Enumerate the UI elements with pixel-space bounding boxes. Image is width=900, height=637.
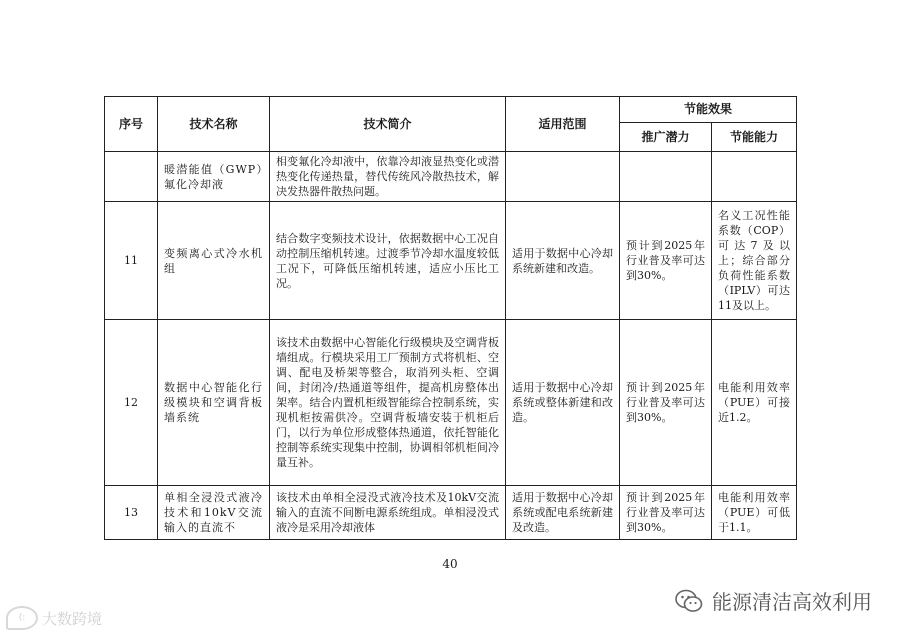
brand-logo-icon: (:: [6, 606, 38, 630]
table-row: [105, 202, 797, 320]
wechat-icon: [674, 588, 704, 614]
watermark-right-text: 能源清洁高效利用: [712, 590, 872, 614]
table-row: [105, 152, 797, 202]
header-effect: 节能效果: [620, 97, 797, 123]
row-index: 13: [105, 486, 158, 540]
technology-table: [104, 96, 797, 540]
row-scope: 适用于数据中心冷却系统新建和改造。: [506, 202, 620, 320]
row-scope: 适用于数据中心冷却系统或整体新建和改造。: [506, 320, 620, 486]
row-index: 12: [105, 320, 158, 486]
row-potential: [620, 152, 712, 202]
row-intro: 该技术由单相全浸没式液冷技术及10kV交流输入的直流不间断电源系统组成。单相浸没式液冷是采用冷却液体: [270, 486, 506, 540]
row-capacity: 电能利用效率（PUE）可接近1.2。: [712, 320, 797, 486]
row-potential: 预计到2025年行业普及率可达到30%。: [620, 202, 712, 320]
row-capacity: 电能利用效率（PUE）可低于1.1。: [712, 486, 797, 540]
header-index: 序号: [105, 97, 158, 152]
header-scope: 适用范围: [506, 97, 620, 152]
page-number: 40: [442, 557, 458, 571]
row-name: 单相全浸没式液冷技术和10kV交流输入的直流不: [158, 486, 270, 540]
watermark-left-text: 大数跨境: [42, 609, 103, 628]
row-name: 变频离心式冷水机组: [158, 202, 270, 320]
row-name: 数据中心智能化行级模块和空调背板墙系统: [158, 320, 270, 486]
row-potential: 预计到2025年行业普及率可达到30%。: [620, 486, 712, 540]
row-intro: 该技术由数据中心智能化行级模块及空调背板墙组成。行模块采用工厂预制方式将机柜、空调、配电及桥架等整合，取消列头柜、空调间，封闭冷/热通道等组件，提高机房整体出架率。结合内置机柜级智能综合控制系统，实现机柜按需供冷。空调背板墙安装于机柜后门，以行为单位形成整体热通道，依托智能化控制等系统实现集中控制，协调相邻机柜间冷量互补。: [270, 320, 506, 486]
row-capacity: [712, 152, 797, 202]
header-intro: 技术简介: [270, 97, 506, 152]
row-intro: 相变氟化冷却液中，依靠冷却液显热变化或潜热变化传递热量，替代传统风冷散热技术，解决发热器件散热问题。: [270, 152, 506, 202]
row-index: 11: [105, 202, 158, 320]
watermark-right: [674, 586, 872, 615]
row-intro: 结合数字变频技术设计，依据数据中心工况自动控制压缩机转速。过渡季节冷却水温度较低工况下，可降低压缩机转速，适应小压比工况。: [270, 202, 506, 320]
row-scope: [506, 152, 620, 202]
header-capacity: 节能能力: [712, 123, 797, 152]
row-name: 暖潜能值（GWP）氟化冷却液: [158, 152, 270, 202]
row-scope: 适用于数据中心冷却系统或配电系统新建及改造。: [506, 486, 620, 540]
header-name: 技术名称: [158, 97, 270, 152]
row-capacity: 名义工况性能系数（COP）可达7及以上；综合部分负荷性能系数（IPLV）可达11及以上。: [712, 202, 797, 320]
table-row: [105, 320, 797, 486]
header-potential: 推广潜力: [620, 123, 712, 152]
row-index: [105, 152, 158, 202]
table-row: [105, 486, 797, 540]
row-potential: 预计到2025年行业普及率可达到30%。: [620, 320, 712, 486]
watermark-left: [6, 606, 102, 630]
